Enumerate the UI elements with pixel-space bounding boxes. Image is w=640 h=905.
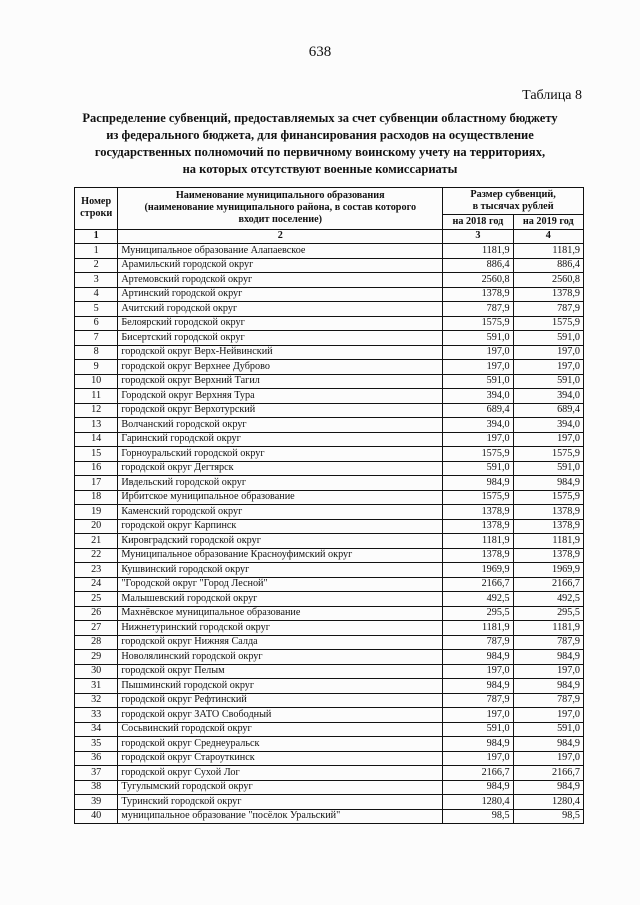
municipality-name: Волчанский городской округ: [118, 418, 443, 433]
table-row: [75, 679, 584, 694]
subsidy-2019: 197,0: [513, 751, 583, 766]
table-row: [75, 258, 584, 273]
row-number: 11: [75, 389, 118, 404]
subsidy-2019: 984,9: [513, 679, 583, 694]
municipality-name: Махнёвское муниципальное образование: [118, 606, 443, 621]
header-row-number: [75, 188, 118, 230]
row-number: 15: [75, 447, 118, 462]
subsidy-2019: 197,0: [513, 708, 583, 723]
row-number: 8: [75, 345, 118, 360]
subsidy-2018: 2166,7: [443, 577, 513, 592]
subsidy-2018: 197,0: [443, 345, 513, 360]
row-number: 40: [75, 809, 118, 824]
row-number: 7: [75, 331, 118, 346]
title-line: государственных полномочий по первичному воинскому учету на территориях,: [94, 145, 546, 159]
table-row: [75, 664, 584, 679]
table-row: [75, 374, 584, 389]
subsidy-2019: 2166,7: [513, 577, 583, 592]
table-row: [75, 389, 584, 404]
subsidy-2019: 1378,9: [513, 505, 583, 520]
subsidy-2018: 98,5: [443, 809, 513, 824]
municipality-name: Городской округ Верхняя Тура: [118, 389, 443, 404]
row-number: 37: [75, 766, 118, 781]
row-number: 2: [75, 258, 118, 273]
table-row: [75, 432, 584, 447]
municipality-name: Гаринский городской округ: [118, 432, 443, 447]
table-row: [75, 461, 584, 476]
table-row: [75, 708, 584, 723]
row-number: 36: [75, 751, 118, 766]
table-title: [70, 110, 570, 178]
subsidy-2018: 492,5: [443, 592, 513, 607]
table-row: [75, 766, 584, 781]
subsidy-2018: 394,0: [443, 418, 513, 433]
row-number: 39: [75, 795, 118, 810]
subsidy-2019: 1181,9: [513, 534, 583, 549]
row-number: 3: [75, 273, 118, 288]
municipality-name: городской округ Верхний Тагил: [118, 374, 443, 389]
subsidy-2018: 1378,9: [443, 505, 513, 520]
subsidy-2018: 197,0: [443, 360, 513, 375]
table-row: [75, 606, 584, 621]
table-row: [75, 403, 584, 418]
subsidy-2018: 197,0: [443, 432, 513, 447]
municipality-name: городской округ Карпинск: [118, 519, 443, 534]
municipality-name: Бисертский городской округ: [118, 331, 443, 346]
row-number: 1: [75, 244, 118, 259]
subsidy-2019: 886,4: [513, 258, 583, 273]
subsidy-2018: 1280,4: [443, 795, 513, 810]
municipality-name: Муниципальное образование Красноуфимский округ: [118, 548, 443, 563]
row-number: 24: [75, 577, 118, 592]
row-number: 13: [75, 418, 118, 433]
municipality-name: Сосьвинский городской округ: [118, 722, 443, 737]
table-row: [75, 650, 584, 665]
subsidy-2019: 591,0: [513, 722, 583, 737]
municipality-name: Ивдельский городской округ: [118, 476, 443, 491]
table-row: [75, 519, 584, 534]
municipality-name: Арамильский городской округ: [118, 258, 443, 273]
row-number: 9: [75, 360, 118, 375]
subsidy-2018: 1378,9: [443, 287, 513, 302]
subsidy-2019: 984,9: [513, 650, 583, 665]
municipality-name: городской округ Староуткинск: [118, 751, 443, 766]
subsidy-2019: 1575,9: [513, 447, 583, 462]
subsidy-2018: 1181,9: [443, 534, 513, 549]
subsidy-2019: 1181,9: [513, 621, 583, 636]
subsidy-2019: 1969,9: [513, 563, 583, 578]
subsidy-2019: 394,0: [513, 418, 583, 433]
header-text: Наименование муниципального образования: [175, 190, 385, 202]
municipality-name: Тугулымский городской округ: [118, 780, 443, 795]
subsidy-2018: 591,0: [443, 331, 513, 346]
row-number: 23: [75, 563, 118, 578]
title-line: на которых отсутствуют военные комиссариаты: [182, 162, 458, 176]
subsidy-2018: 1378,9: [443, 548, 513, 563]
title-line: Распределение субвенций, предоставляемых за счет субвенции областному бюджету: [82, 111, 558, 125]
table-row: [75, 635, 584, 650]
title-line: из федерального бюджета, для финансирования расходов на осуществление: [106, 128, 534, 142]
page-number: 638: [308, 44, 332, 60]
municipality-name: городской округ Верх-Нейвинский: [118, 345, 443, 360]
row-number: 10: [75, 374, 118, 389]
subsidy-2019: 197,0: [513, 432, 583, 447]
column-index-row: [75, 229, 584, 244]
municipality-name: Кушвинский городской округ: [118, 563, 443, 578]
table-row: [75, 331, 584, 346]
table-row: [75, 693, 584, 708]
municipality-name: городской округ Сухой Лог: [118, 766, 443, 781]
subsidy-2018: 394,0: [443, 389, 513, 404]
row-number: 12: [75, 403, 118, 418]
table-row: [75, 795, 584, 810]
row-number: 6: [75, 316, 118, 331]
column-index: 4: [513, 229, 583, 244]
row-number: 33: [75, 708, 118, 723]
municipality-name: городской округ Верхнее Дуброво: [118, 360, 443, 375]
table-row: [75, 360, 584, 375]
subsidy-2019: 2166,7: [513, 766, 583, 781]
column-index: 2: [118, 229, 443, 244]
subsidy-2018: 1181,9: [443, 244, 513, 259]
row-number: 5: [75, 302, 118, 317]
table-row: [75, 722, 584, 737]
table-row: [75, 447, 584, 462]
subsidy-2019: 591,0: [513, 374, 583, 389]
municipality-name: городской округ Рефтинский: [118, 693, 443, 708]
subsidy-2018: 591,0: [443, 722, 513, 737]
municipality-name: Артинский городской округ: [118, 287, 443, 302]
table-row: [75, 345, 584, 360]
subsidy-2019: 197,0: [513, 664, 583, 679]
row-number: 30: [75, 664, 118, 679]
subsidy-2018: 689,4: [443, 403, 513, 418]
table-row: [75, 809, 584, 824]
subsidy-2019: 787,9: [513, 693, 583, 708]
row-number: 38: [75, 780, 118, 795]
subsidy-2019: 787,9: [513, 635, 583, 650]
subsidy-2019: 591,0: [513, 461, 583, 476]
row-number: 4: [75, 287, 118, 302]
table-label: Таблица 8: [522, 88, 582, 103]
header-text: в тысячах рублей: [472, 201, 554, 212]
subsidy-2019: 492,5: [513, 592, 583, 607]
subsidy-2018: 787,9: [443, 693, 513, 708]
row-number: 34: [75, 722, 118, 737]
table-row: [75, 316, 584, 331]
table-row: [75, 534, 584, 549]
column-index: 3: [443, 229, 513, 244]
municipality-name: Белоярский городской округ: [118, 316, 443, 331]
row-number: 17: [75, 476, 118, 491]
municipality-name: Кировградский городской округ: [118, 534, 443, 549]
table-row: [75, 592, 584, 607]
row-number: 32: [75, 693, 118, 708]
subsidy-2019: 787,9: [513, 302, 583, 317]
municipality-name: Пышминский городской округ: [118, 679, 443, 694]
subsidy-2019: 295,5: [513, 606, 583, 621]
subsidy-2018: 1378,9: [443, 519, 513, 534]
subsidy-2019: 98,5: [513, 809, 583, 824]
row-number: 14: [75, 432, 118, 447]
row-number: 26: [75, 606, 118, 621]
subsidy-2018: 295,5: [443, 606, 513, 621]
header-year-2018: на 2018 год: [443, 215, 513, 230]
table-row: [75, 737, 584, 752]
subsidy-2019: 1575,9: [513, 316, 583, 331]
header-text: строки: [80, 208, 113, 220]
header-text: входит поселение): [238, 214, 323, 226]
header-text: Размер субвенций,: [470, 189, 556, 200]
subsidy-2018: 1575,9: [443, 316, 513, 331]
municipality-name: городской округ Нижняя Салда: [118, 635, 443, 650]
row-number: 29: [75, 650, 118, 665]
municipality-name: городской округ ЗАТО Свободный: [118, 708, 443, 723]
subsidy-2018: 1575,9: [443, 490, 513, 505]
header-year-2019: на 2019 год: [513, 215, 583, 230]
municipality-name: городской округ Дегтярск: [118, 461, 443, 476]
subsidy-2019: 984,9: [513, 780, 583, 795]
subsidy-2018: 787,9: [443, 635, 513, 650]
subsidy-2018: 886,4: [443, 258, 513, 273]
subsidy-2018: 197,0: [443, 664, 513, 679]
municipality-name: "Городской округ "Город Лесной": [118, 577, 443, 592]
subsidy-2018: 197,0: [443, 708, 513, 723]
table-row: [75, 476, 584, 491]
subsidy-2018: 984,9: [443, 737, 513, 752]
row-number: 25: [75, 592, 118, 607]
municipality-name: Нижнетуринский городской округ: [118, 621, 443, 636]
subsidy-2019: 1575,9: [513, 490, 583, 505]
table-row: [75, 751, 584, 766]
table-row: [75, 780, 584, 795]
municipality-name: муниципальное образование "посёлок Уральский": [118, 809, 443, 824]
subsidy-2018: 1969,9: [443, 563, 513, 578]
row-number: 28: [75, 635, 118, 650]
subsidy-2018: 984,9: [443, 650, 513, 665]
municipality-name: Артемовский городской округ: [118, 273, 443, 288]
subsidy-2018: 787,9: [443, 302, 513, 317]
column-index: 1: [75, 229, 118, 244]
municipality-name: Туринский городской округ: [118, 795, 443, 810]
row-number: 19: [75, 505, 118, 520]
table-row: [75, 302, 584, 317]
subsidy-2019: 197,0: [513, 345, 583, 360]
subsidy-2019: 394,0: [513, 389, 583, 404]
subsidy-2019: 984,9: [513, 476, 583, 491]
subsidy-2019: 1378,9: [513, 287, 583, 302]
header-municipality-name: [118, 188, 443, 230]
subsidy-2018: 984,9: [443, 679, 513, 694]
municipality-name: Ирбитское муниципальное образование: [118, 490, 443, 505]
subsidy-table: [74, 187, 584, 824]
municipality-name: Малышевский городской округ: [118, 592, 443, 607]
subsidy-2019: 197,0: [513, 360, 583, 375]
subsidy-2019: 2560,8: [513, 273, 583, 288]
municipality-name: городской округ Пелым: [118, 664, 443, 679]
table-row: [75, 490, 584, 505]
row-number: 31: [75, 679, 118, 694]
table-row: [75, 273, 584, 288]
subsidy-2019: 984,9: [513, 737, 583, 752]
subsidy-2018: 2166,7: [443, 766, 513, 781]
row-number: 27: [75, 621, 118, 636]
subsidy-2018: 984,9: [443, 476, 513, 491]
subsidy-2018: 1575,9: [443, 447, 513, 462]
header-text: Номер: [81, 196, 112, 208]
subsidy-2019: 689,4: [513, 403, 583, 418]
subsidy-2018: 591,0: [443, 374, 513, 389]
subsidy-2018: 984,9: [443, 780, 513, 795]
table-row: [75, 577, 584, 592]
header-text: (наименование муниципального района, в состав которого: [144, 202, 417, 214]
header-subsidy-size: [443, 188, 584, 215]
table-row: [75, 505, 584, 520]
row-number: 18: [75, 490, 118, 505]
municipality-name: Каменский городской округ: [118, 505, 443, 520]
subsidy-2018: 197,0: [443, 751, 513, 766]
row-number: 35: [75, 737, 118, 752]
municipality-name: Муниципальное образование Алапаевское: [118, 244, 443, 259]
table-row: [75, 287, 584, 302]
subsidy-2019: 1280,4: [513, 795, 583, 810]
table-row: [75, 418, 584, 433]
row-number: 22: [75, 548, 118, 563]
row-number: 21: [75, 534, 118, 549]
municipality-name: Ачитский городской округ: [118, 302, 443, 317]
municipality-name: городской округ Верхотурский: [118, 403, 443, 418]
subsidy-2018: 1181,9: [443, 621, 513, 636]
row-number: 20: [75, 519, 118, 534]
row-number: 16: [75, 461, 118, 476]
subsidy-2018: 591,0: [443, 461, 513, 476]
subsidy-2018: 2560,8: [443, 273, 513, 288]
municipality-name: Горноуральский городской округ: [118, 447, 443, 462]
subsidy-2019: 1378,9: [513, 519, 583, 534]
subsidy-2019: 591,0: [513, 331, 583, 346]
municipality-name: Новолялинский городской округ: [118, 650, 443, 665]
table-row: [75, 621, 584, 636]
table-row: [75, 548, 584, 563]
table-row: [75, 244, 584, 259]
table-row: [75, 563, 584, 578]
subsidy-2019: 1181,9: [513, 244, 583, 259]
subsidy-2019: 1378,9: [513, 548, 583, 563]
municipality-name: городской округ Среднеуральск: [118, 737, 443, 752]
